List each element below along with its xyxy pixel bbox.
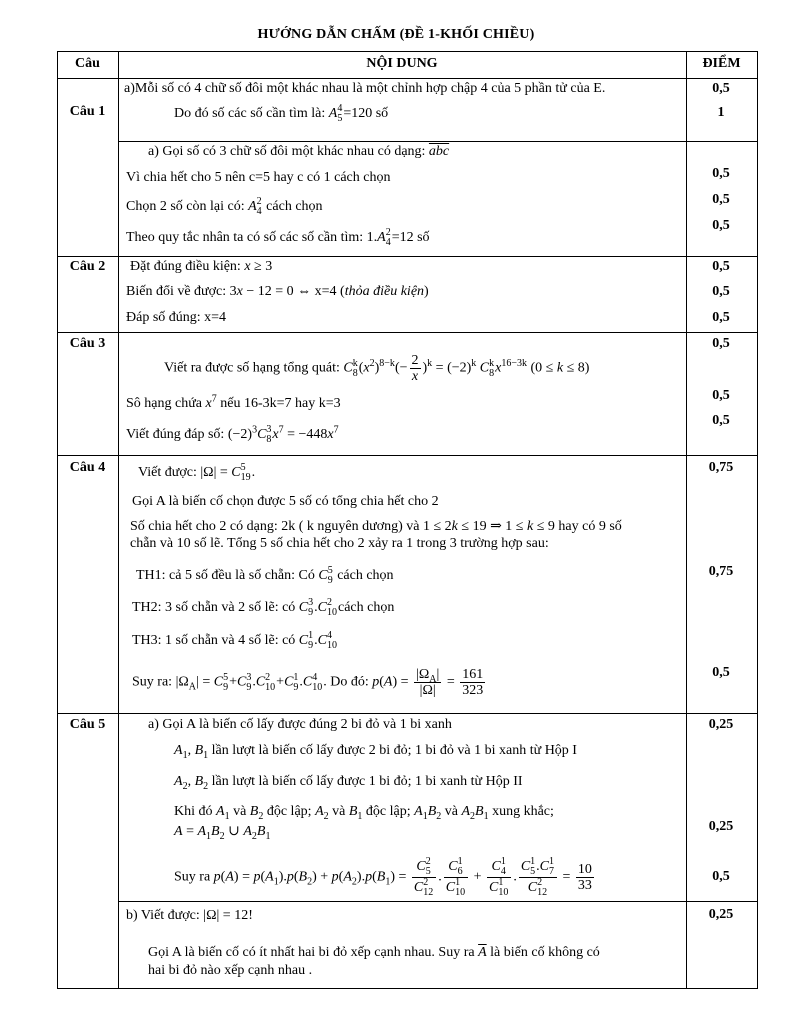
q2-line-b: Biến đổi về được: 3x − 12 = 0 ⇔ x=4 (thỏa điều kiện) — [126, 284, 429, 299]
q4-line-b: Gọi A là biến cố chọn được 5 số có tổng chia hết cho 2 — [132, 494, 439, 509]
q1-line-d: Vì chia hết cho 5 nên c=5 hay c có 1 cách chọn — [126, 170, 391, 185]
q2-line-c: Đáp số đúng: x=4 — [126, 310, 227, 325]
score: 0,5 — [712, 192, 730, 207]
q1-line-c: a) Gọi số có 3 chữ số đôi một khác nhau có dạng: $\overline{abc}$ — [148, 144, 450, 159]
q4-line-c2: chẵn và 10 số lẽ. Tổng 5 số chia hết cho 2 xảy ra 1 trong 3 trường hợp sau: — [130, 536, 549, 551]
question-label: Câu 2 — [69, 259, 106, 274]
question-label: Câu 4 — [69, 460, 106, 475]
score: 1 — [717, 105, 725, 120]
row-divider — [57, 455, 757, 456]
q5-line-e: $A = A_1B_2$ ∪ $A_2B_1$ — [174, 824, 271, 842]
score: 0,5 — [712, 869, 730, 884]
question-label: Câu 5 — [69, 717, 106, 732]
score: 0,5 — [712, 81, 730, 96]
q4-line-f: TH3: 1 số chẵn và 4 số lẽ: có C 1 9 .C 4 10 — [132, 630, 337, 651]
q4-line-g: Suy ra: $|\Omega_A| = C$ 5 9 +C 3 9 .C 2 10 +C 1 9 .C 4 10 . Do đó: p(A) = $\frac{|\Omega_A|}{|\Omega|}$ = $\frac{161}{323}$ — [132, 667, 484, 698]
q5-line-h1: Gọi A là biến cố có ít nhất hai bi đỏ xếp cạnh nhau. Suy ra $\overline{A}$ là biến cố không có — [148, 945, 600, 960]
q4-line-a: Viết được: |Ω| = C 5 19 . — [138, 462, 256, 483]
score: 0,5 — [712, 284, 730, 299]
q2-line-a: Đặt đúng điều kiện: x ≥ 3 — [130, 259, 273, 274]
score: 0,5 — [712, 259, 730, 274]
score: 0,5 — [712, 218, 730, 233]
table-border-bottom — [57, 988, 757, 989]
q1-line-f: Theo quy tắc nhân ta có số các số cần tìm: 1.A 2 4 =12 số — [126, 227, 430, 248]
score: 0,25 — [708, 907, 734, 922]
row-divider — [57, 332, 757, 333]
score: 0,5 — [712, 336, 730, 351]
score: 0,5 — [712, 388, 730, 403]
score: 0,75 — [708, 564, 734, 579]
row-divider — [57, 256, 757, 257]
q1-line-a: a)Mỗi số có 4 chữ số đôi một khác nhau là một chỉnh hợp chập 4 của 5 phần tử của E. — [124, 81, 606, 96]
q1-line-e: Chọn 2 số còn lại có: A 2 4 cách chọn — [126, 196, 323, 217]
table-border-left — [57, 51, 58, 989]
row-divider — [118, 901, 757, 902]
q5-line-a: a) Gọi A là biến cố lấy được đúng 2 bi đỏ và 1 bi xanh — [148, 717, 452, 732]
question-label: Câu 3 — [69, 336, 106, 351]
q4-line-d: TH1: cả 5 số đều là số chẵn: Có C 5 9 cách chọn — [136, 565, 394, 586]
score: 0,5 — [712, 413, 730, 428]
table-border-top — [57, 51, 757, 52]
q4-line-c1: Số chia hết cho 2 có dạng: 2k ( k nguyên dương) và 1 ≤ 2k ≤ 19 ⇒ 1 ≤ k ≤ 9 hay có 9 số — [130, 519, 622, 534]
score: 0,5 — [712, 665, 730, 680]
q5-line-g: b) Viết được: |Ω| = 12! — [126, 908, 253, 923]
q5-line-c: $A_2$, $B_2$ lần lượt là biến cố lấy được 1 bi đỏ; 1 bi xanh từ Hộp II — [174, 774, 523, 792]
q5-line-b: $A_1$, $B_1$ lần lượt là biến cố lấy được 2 bi đỏ; 1 bi đỏ và 1 bi xanh từ Hộp I — [174, 743, 577, 761]
q3-line-a: Viết ra được số hạng tổng quát: C k 8 $(x^2)^{8-k}(-$ $\frac{2}{x}$ )$^k = (-2)^k$ C k 8 $x^{16-3k}$ (0 ≤ k ≤ 8) — [164, 353, 590, 384]
header-noi-dung: NỘI DUNG — [366, 56, 438, 71]
row-divider — [118, 141, 757, 142]
q3-line-c: Viết đúng đáp số: $(-2)^3C$ 3 8 $x^7 = -448x^7$ — [126, 424, 339, 445]
row-divider — [57, 713, 757, 714]
header-divider — [57, 78, 757, 79]
score: 0,5 — [712, 310, 730, 325]
column-divider — [118, 51, 119, 989]
q5-line-h2: hai bi đỏ nào xếp cạnh nhau . — [148, 963, 313, 978]
q4-line-e: TH2: 3 số chẵn và 2 số lẽ: có C 3 9 .C 2 10 cách chọn — [132, 597, 395, 618]
q5-line-f: Suy ra $p(A) = p(A_1).p(B_2) + p(A_2).p(B_1)$ = C 2 5 C 2 12 . C 1 6 C 1 10 + C 1 4 C 1 10 . C 1 5 .C 1 7 C 2 12 = $\frac{10}{33}$ — [174, 856, 592, 898]
score: 0,75 — [708, 460, 734, 475]
score: 0,25 — [708, 819, 734, 834]
question-label: Câu 1 — [69, 104, 106, 119]
q5-line-d: Khi đó $A_1$ và $B_2$ độc lập; $A_2$ và $B_1$ độc lập; $A_1B_2$ và $A_2B_1$ xung khắc; — [174, 804, 554, 822]
header-cau: Câu — [75, 56, 100, 71]
document-title: HƯỚNG DẪN CHẤM (ĐỀ 1-KHỐI CHIỀU) — [257, 27, 535, 42]
q1-line-b: Do đó số các số cần tìm là: A 4 5 =120 số — [174, 103, 389, 124]
table-border-right — [757, 51, 758, 989]
score: 0,25 — [708, 717, 734, 732]
score: 0,5 — [712, 166, 730, 181]
header-diem: ĐIỂM — [702, 56, 741, 71]
q3-line-b: Sô hạng chứa $x^7$ nếu 16-3k=7 hay k=3 — [126, 393, 341, 411]
